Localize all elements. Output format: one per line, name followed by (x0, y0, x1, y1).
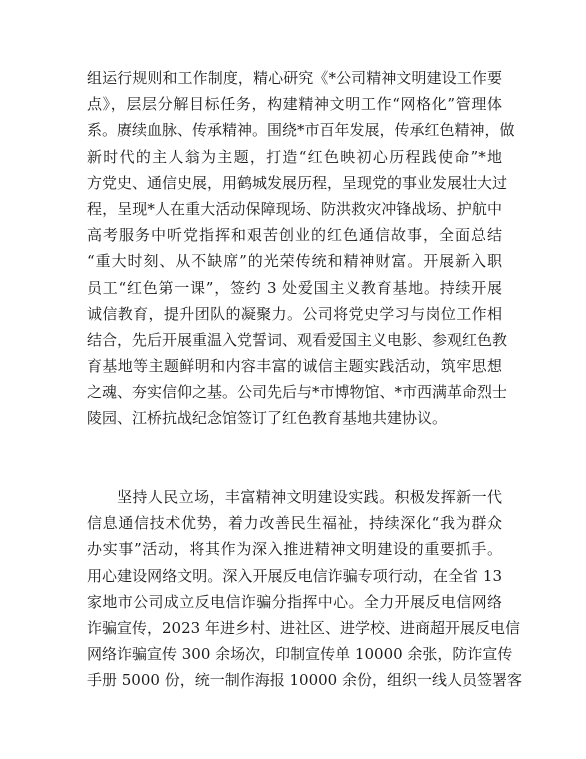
paragraph-1 (87, 65, 515, 432)
text-line: 陵园、江桥抗战纪念馆签订了红色教育基地共建协议。 (87, 409, 448, 428)
text-line: 育基地等主题鲜明和内容丰富的诚信主题实践活动，筑牢思想 (87, 357, 502, 376)
text-line: 系。赓续血脉、传承精神。围绕*市百年发展，传承红色精神，做 (87, 121, 515, 140)
text-line: 高考服务中听党指挥和艰苦创业的红色通信故事，全面总结 (87, 226, 502, 245)
text-line: 之魂、夯实信仰之基。公司先后与*市博物馆、*市西满革命烈士 (87, 383, 508, 402)
text-line: 员工“红色第一课”，签约 3 处爱国主义教育基地。持续开展 (87, 278, 502, 297)
text-line: 程，呈现*人在重大活动保障现场、防洪救灾冲锋战场、护航中 (87, 199, 502, 218)
text-line: 诈骗宣传，2023 年进乡村、进社区、进学校、进商超开展反电信 (87, 618, 520, 637)
text-line: 网络诈骗宣传 300 余场次，印制宣传单 10000 余张，防诈宣传 (87, 645, 513, 664)
paragraph-2 (87, 484, 522, 694)
text-line: 点》，层层分解目标任务，构建精神文明工作“网格化”管理体 (87, 95, 502, 114)
text-line: “重大时刻、从不缺席”的光荣传统和精神财富。开展新入职 (87, 252, 502, 271)
text-line: 信息通信技术优势，着力改善民生福祉，持续深化“我为群众 (87, 514, 502, 533)
text-line: 家地市公司成立反电信诈骗分指挥中心。全力开展反电信网络 (87, 592, 502, 611)
text-line: 结合，先后开展重温入党誓词、观看爱国主义电影、参观红色教 (87, 330, 508, 349)
text-line: 手册 5000 份，统一制作海报 10000 余份，组织一线人员签署客 (87, 671, 522, 690)
text-line: 新时代的主人翁为主题，打造“红色映初心历程践使命”*地 (87, 147, 502, 166)
text-line: 诚信教育，提升团队的凝聚力。公司将党史学习与岗位工作相 (87, 304, 502, 323)
text-line: 办实事”活动，将其作为深入推进精神文明建设的重要抓手。 (87, 540, 502, 559)
text-line: 组运行规则和工作制度，精心研究《*公司精神文明建设工作要 (87, 69, 502, 87)
text-line: 方党史、通信史展，用鹤城发展历程，呈现党的事业发展壮大过 (87, 173, 508, 192)
text-line: 用心建设网络文明。深入开展反电信诈骗专项行动，在全省 13 (87, 566, 502, 585)
text-line: 坚持人民立场，丰富精神文明建设实践。积极发挥新一代 (117, 488, 502, 506)
